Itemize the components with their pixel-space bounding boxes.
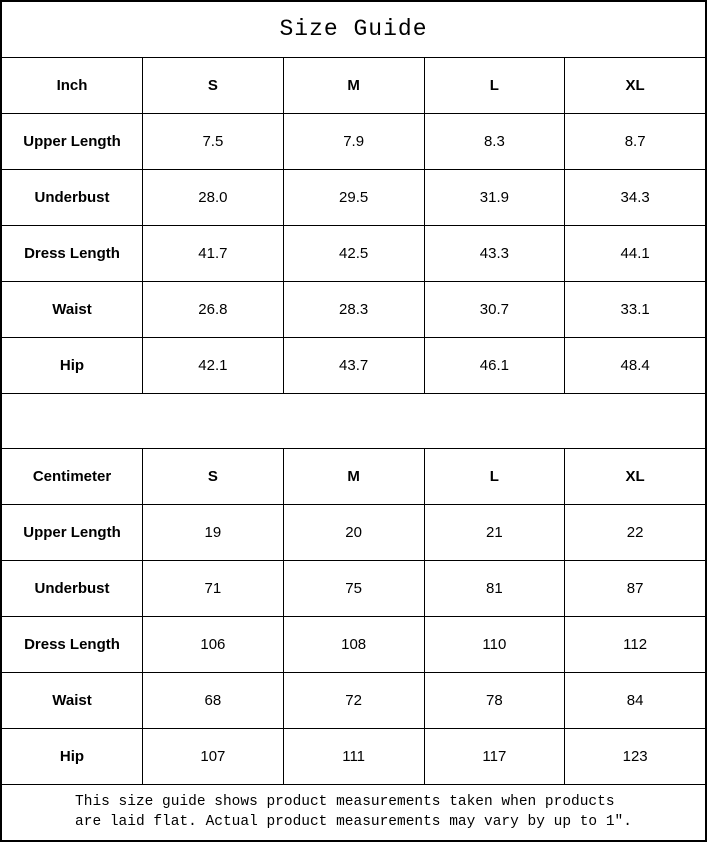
inch-size-header-s: S (143, 58, 283, 113)
table-cell: 44.1 (565, 226, 705, 281)
disclaimer-line-1: This size guide shows product measurements taken when products (75, 793, 615, 810)
table-cell: 31.9 (425, 170, 565, 225)
table-cell: 28.0 (143, 170, 283, 225)
disclaimer-line-2: are laid flat. Actual product measurements may vary by up to 1″. (75, 813, 632, 830)
table-cell: 8.3 (425, 114, 565, 169)
cm-size-header-l: L (425, 449, 565, 504)
inch-row-label-underbust: Underbust (2, 170, 142, 225)
cm-row-label-waist: Waist (2, 673, 142, 728)
table-cell: 46.1 (425, 338, 565, 393)
table-cell: 112 (565, 617, 705, 672)
cm-row-label-hip: Hip (2, 729, 142, 784)
table-cell: 43.3 (425, 226, 565, 281)
table-cell: 30.7 (425, 282, 565, 337)
table-cell: 123 (565, 729, 705, 784)
table-cell: 7.5 (143, 114, 283, 169)
table-cell: 42.1 (143, 338, 283, 393)
table-cell: 19 (143, 505, 283, 560)
disclaimer (2, 785, 705, 840)
table-cell: 87 (565, 561, 705, 616)
table-cell: 72 (284, 673, 424, 728)
cm-unit-header: Centimeter (2, 449, 142, 504)
table-cell: 117 (425, 729, 565, 784)
table-cell: 71 (143, 561, 283, 616)
table-cell: 28.3 (284, 282, 424, 337)
table-cell: 75 (284, 561, 424, 616)
table-cell: 108 (284, 617, 424, 672)
cm-row-label-underbust: Underbust (2, 561, 142, 616)
table-cell: 21 (425, 505, 565, 560)
inch-row-label-waist: Waist (2, 282, 142, 337)
cm-row-label-dress-length: Dress Length (2, 617, 142, 672)
table-cell: 8.7 (565, 114, 705, 169)
disclaimer-text (75, 793, 632, 832)
inch-row-label-hip: Hip (2, 338, 142, 393)
inch-row-label-upper-length: Upper Length (2, 114, 142, 169)
table-cell: 29.5 (284, 170, 424, 225)
inch-size-header-m: M (284, 58, 424, 113)
table-cell: 34.3 (565, 170, 705, 225)
table-spacer (2, 394, 705, 449)
table-cell: 111 (284, 729, 424, 784)
table-cell: 41.7 (143, 226, 283, 281)
table-cell: 7.9 (284, 114, 424, 169)
table-cell: 20 (284, 505, 424, 560)
inch-unit-header: Inch (2, 58, 142, 113)
table-cell: 78 (425, 673, 565, 728)
table-cell: 48.4 (565, 338, 705, 393)
table-cell: 84 (565, 673, 705, 728)
page-title: Size Guide (2, 2, 705, 57)
table-cell: 107 (143, 729, 283, 784)
inch-size-header-xl: XL (565, 58, 705, 113)
cm-size-header-s: S (143, 449, 283, 504)
table-cell: 22 (565, 505, 705, 560)
table-cell: 68 (143, 673, 283, 728)
table-cell: 81 (425, 561, 565, 616)
cm-size-header-m: M (284, 449, 424, 504)
table-cell: 26.8 (143, 282, 283, 337)
inch-size-header-l: L (425, 58, 565, 113)
cm-row-label-upper-length: Upper Length (2, 505, 142, 560)
table-cell: 33.1 (565, 282, 705, 337)
table-cell: 42.5 (284, 226, 424, 281)
table-cell: 43.7 (284, 338, 424, 393)
inch-row-label-dress-length: Dress Length (2, 226, 142, 281)
table-cell: 106 (143, 617, 283, 672)
table-cell: 110 (425, 617, 565, 672)
cm-size-header-xl: XL (565, 449, 705, 504)
